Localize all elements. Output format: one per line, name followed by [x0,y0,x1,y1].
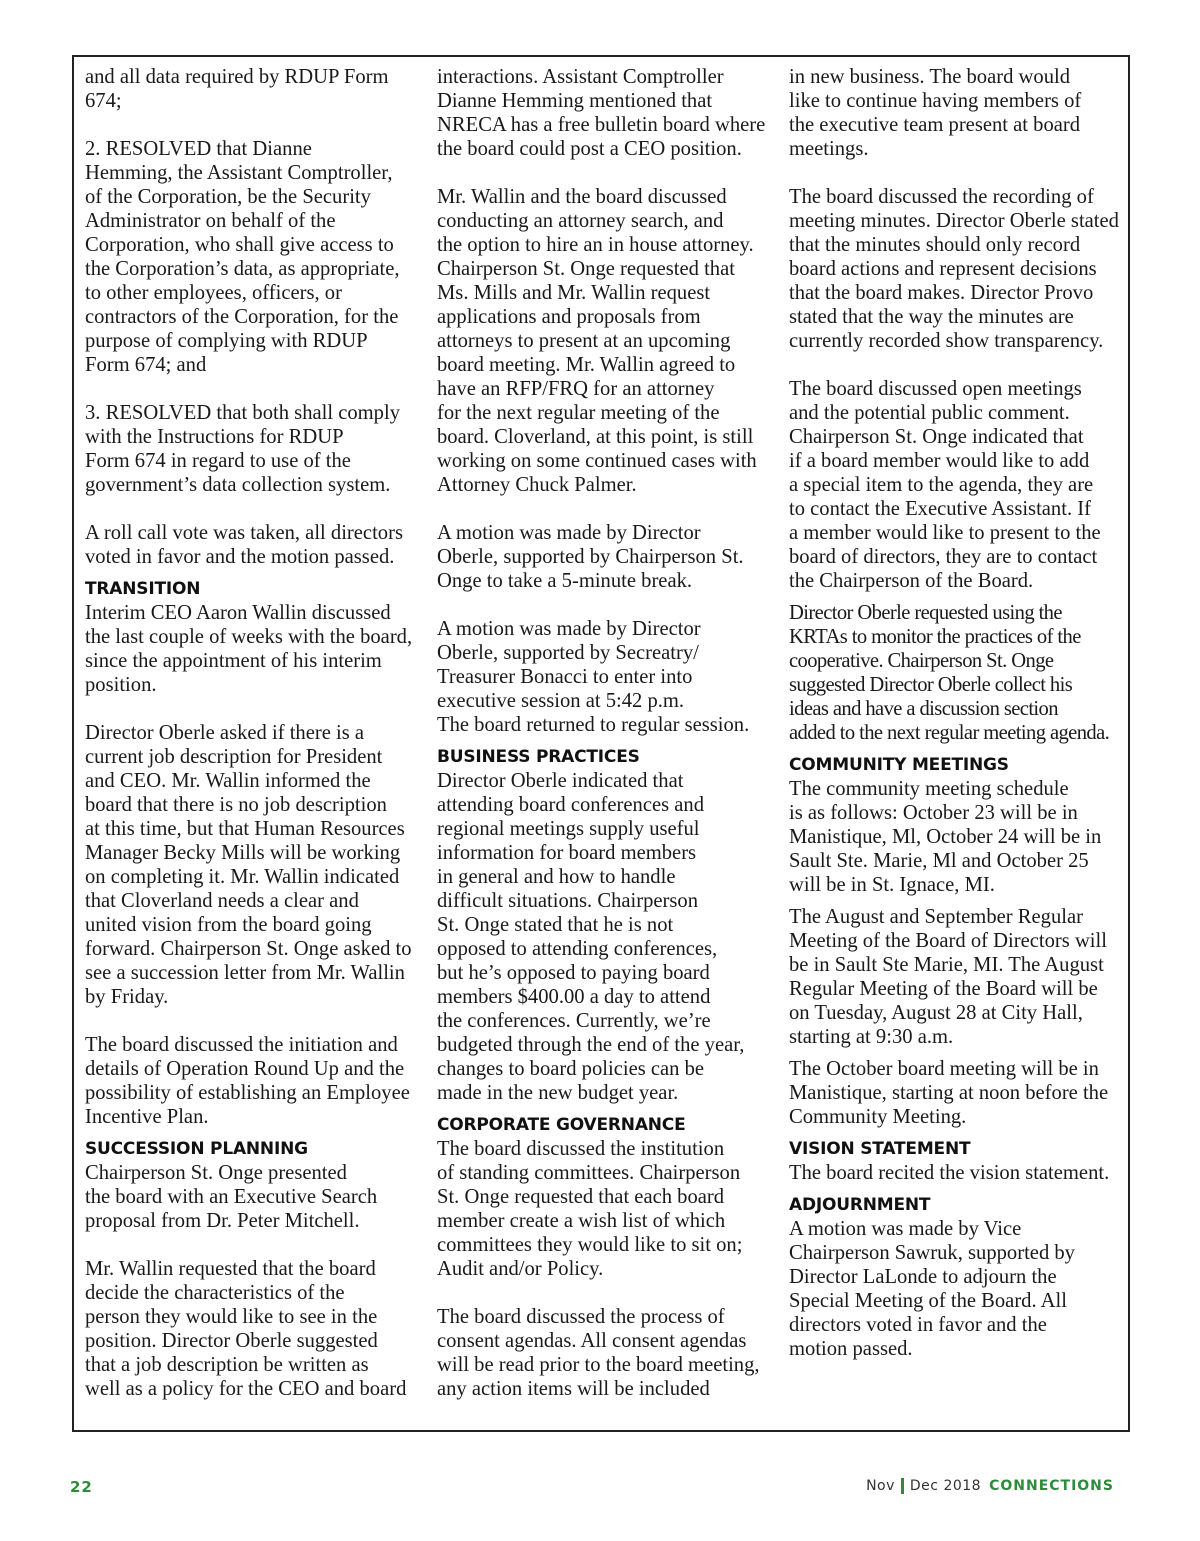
column-1 [85,65,421,1401]
paragraph: A motion was made by Director Oberle, supported by Chairperson St. Onge to take a 5-minute break. [437,522,744,592]
paragraph: A motion was made by Director Oberle, supported by Secreatry/ Treasurer Bonacci to enter into executive session at 5:42 p.m. The board returned to regular session. [437,618,750,736]
paragraph: Director Oberle indicated that attending board conferences and regional meetings supply useful information for board members in general and how to handle difficult situations. Chairperson St. Onge stated that he is not opposed to attending conferences, but he’s opposed to paying board members $400.00 a day to attend the conferences. Currently, we’re budgeted through the end of the year, changes to board policies can be made in the new budget year. [437,770,745,1104]
section-heading-adjournment: ADJOURNMENT [789,1195,931,1215]
paragraph: The August and September Regular Meeting of the Board of Directors will be in Sault Ste Marie, MI. The August Regular Meeting of the Board will be on Tuesday, August 28 at City Hall, starting at 9:30 a.m. [789,906,1107,1048]
article-frame [72,55,1130,1432]
paragraph: The October board meeting will be in Manistique, starting at noon before the Community Meeting. [789,1058,1109,1128]
footer-month: Nov [866,1478,895,1494]
paragraph: The board discussed the initiation and details of Operation Round Up and the possibility of establishing an Employee Incentive Plan. [85,1034,410,1128]
paragraph: Mr. Wallin and the board discussed conducting an attorney search, and the option to hire an in house attorney. Chairperson St. Onge requested that Ms. Mills and Mr. Wallin request applications and proposals from attorneys to present at an upcoming board meeting. Mr. Wallin agreed to have an RFP/FRQ for an attorney for the next regular meeting of the board. Cloverland, at this point, is still working on some continued cases with Attorney Chuck Palmer. [437,186,757,496]
publication-name: CONNECTIONS [989,1478,1114,1494]
footer-publication-info [866,1478,1114,1494]
paragraph: The board recited the vision statement. [789,1162,1110,1184]
paragraph: Interim CEO Aaron Wallin discussed the last couple of weeks with the board, since the appointment of his interim position. [85,602,413,696]
paragraph: in new business. The board would like to continue having members of the executive team present at board meetings. [789,66,1082,160]
section-heading-corporate-governance: CORPORATE GOVERNANCE [437,1115,686,1135]
paragraph: The board discussed the recording of meeting minutes. Director Oberle stated that the minutes should only record board actions and represent decisions that the board makes. Director Provo stated that the way the minutes are currently recorded show transparency. [789,186,1119,352]
paragraph: Director Oberle asked if there is a current job description for President and CEO. Mr. Wallin informed the board that there is no job description at this time, but that Human Resources Manager Becky Mills will be working on completing it. Mr. Wallin indicated that Cloverland needs a clear and united vision from the board going forward. Chairperson St. Onge asked to see a succession letter from Mr. Wallin by Friday. [85,722,412,1008]
paragraph: Chairperson St. Onge presented the board with an Executive Search proposal from Dr. Peter Mitchell. [85,1162,378,1232]
section-heading-succession-planning: SUCCESSION PLANNING [85,1139,308,1159]
paragraph: 3. RESOLVED that both shall comply with the Instructions for RDUP Form 674 in regard to use of the government’s data collection system. [85,402,400,496]
paragraph: Mr. Wallin requested that the board decide the characteristics of the person they would like to see in the position. Director Oberle suggested that a job description be written as well as a policy for the CEO and board [85,1258,407,1400]
column-3 [789,65,1125,1361]
section-heading-business-practices: BUSINESS PRACTICES [437,747,640,767]
section-heading-transition: TRANSITION [85,579,201,599]
paragraph: interactions. Assistant Comptroller Dianne Hemming mentioned that NRECA has a free bulletin board where the board could post a CEO position. [437,66,766,160]
section-heading-vision-statement: VISION STATEMENT [789,1139,971,1159]
paragraph: The community meeting schedule is as follows: October 23 will be in Manistique, Ml, October 24 will be in Sault Ste. Marie, Ml and October 25 will be in St. Ignace, MI. [789,778,1102,896]
paragraph: and all data required by RDUP Form 674; [85,66,389,112]
section-heading-community-meetings: COMMUNITY MEETINGS [789,755,1009,775]
page-number: 22 [70,1478,93,1496]
paragraph: The board discussed open meetings and the potential public comment. Chairperson St. Onge indicated that if a board member would like to add a special item to the agenda, they are to contact the Executive Assistant. If a member would like to present to the board of directors, they are to contact the Chairperson of the Board. [789,378,1101,592]
footer-date: Dec 2018 [909,1478,982,1494]
column-2 [437,65,773,1401]
paragraph: Director Oberle requested using the KRTAs to monitor the practices of the cooperative. Chairperson St. Onge suggested Director Oberle collect his ideas and have a discussion section added to the next regular meeting agenda. [789,602,1110,744]
paragraph: A roll call vote was taken, all directors voted in favor and the motion passed. [85,522,403,568]
divider-bar [901,1478,904,1494]
paragraph: A motion was made by Vice Chairperson Sawruk, supported by Director LaLonde to adjourn the Special Meeting of the Board. All directors voted in favor and the motion passed. [789,1218,1075,1360]
paragraph: 2. RESOLVED that Dianne Hemming, the Assistant Comptroller, of the Corporation, be the Security Administrator on behalf of the Corporation, who shall give access to the Corporation’s data, as appropriate, to other employees, officers, or contractors of the Corporation, for the purpose of complying with RDUP Form 674; and [85,138,400,376]
paragraph: The board discussed the process of consent agendas. All consent agendas will be read prior to the board meeting, any action items will be included [437,1306,760,1400]
paragraph: The board discussed the institution of standing committees. Chairperson St. Onge requested that each board member create a wish list of which committees they would like to sit on; Audit and/or Policy. [437,1138,743,1280]
